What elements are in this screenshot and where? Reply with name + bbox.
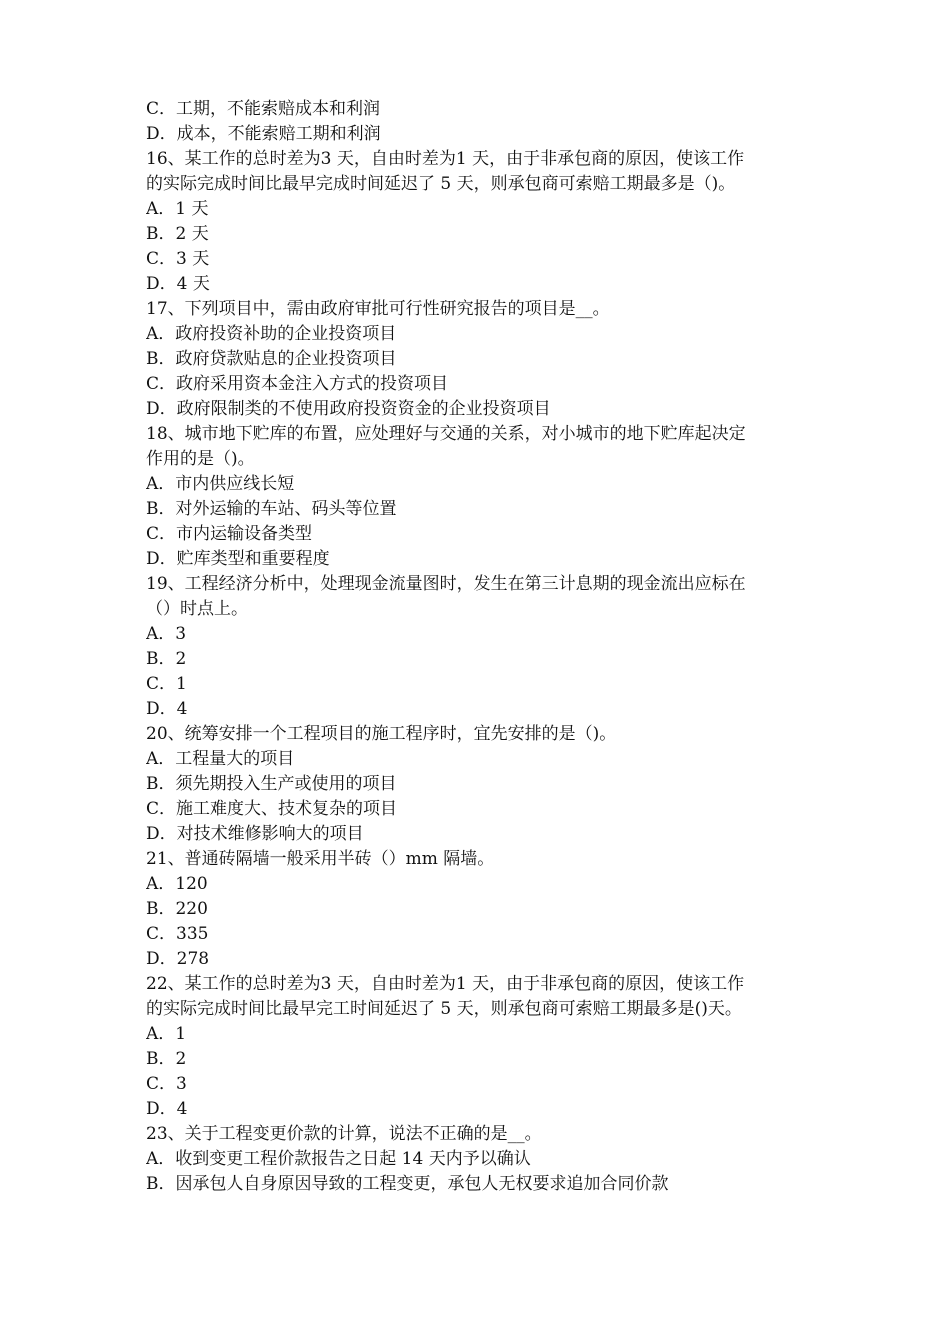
option-line: C．政府采用资本金注入方式的投资项目 — [146, 374, 449, 394]
option-line: D．贮库类型和重要程度 — [146, 549, 330, 569]
option-line: B．2 — [146, 649, 187, 669]
option-line: A．市内供应线长短 — [146, 474, 295, 494]
question-20-line-1: 20、统筹安排一个工程项目的施工程序时，宜先安排的是（)。 — [146, 724, 617, 744]
option-line: D．278 — [146, 949, 210, 969]
question-18-line-1: 18、城市地下贮库的布置，应处理好与交通的关系，对小城市的地下贮库起决定 — [146, 424, 746, 444]
option-line: B．须先期投入生产或使用的项目 — [146, 774, 397, 794]
question-17-line-1: 17、下列项目中，需由政府审批可行性研究报告的项目是__。 — [146, 299, 610, 319]
option-line: D．对技术维修影响大的项目 — [146, 824, 364, 844]
question-22-line-1: 22、某工作的总时差为3 天，自由时差为1 天，由于非承包商的原因，使该工作 — [146, 974, 745, 994]
option-line: D．4 — [146, 1099, 188, 1119]
option-line: B．政府贷款贴息的企业投资项目 — [146, 349, 397, 369]
question-16-line-2: 的实际完成时间比最早完成时间延迟了 5 天，则承包商可索赔工期最多是（)。 — [146, 174, 736, 194]
option-line: D．4 — [146, 699, 188, 719]
option-line: C．3 天 — [146, 249, 210, 269]
option-line: A．政府投资补助的企业投资项目 — [146, 324, 397, 344]
option-line: C．335 — [146, 924, 209, 944]
option-line: D．4 天 — [146, 274, 210, 294]
option-line: D．政府限制类的不使用政府投资资金的企业投资项目 — [146, 399, 551, 419]
option-line: B．2 天 — [146, 224, 209, 244]
question-18-line-2: 作用的是（)。 — [146, 449, 255, 469]
option-line: D．成本，不能索赔工期和利润 — [146, 124, 381, 144]
option-line: B．因承包人自身原因导致的工程变更，承包人无权要求追加合同价款 — [146, 1174, 669, 1194]
question-23-line-1: 23、关于工程变更价款的计算，说法不正确的是__。 — [146, 1124, 542, 1144]
option-line: A．3 — [146, 624, 187, 644]
question-16-line-1: 16、某工作的总时差为3 天，自由时差为1 天，由于非承包商的原因，使该工作 — [146, 149, 745, 169]
option-line: B．对外运输的车站、码头等位置 — [146, 499, 397, 519]
option-line: B．220 — [146, 899, 208, 919]
document-body — [146, 97, 810, 1197]
option-line: C．工期，不能索赔成本和利润 — [146, 99, 381, 119]
question-21-line-1: 21、普通砖隔墙一般采用半砖（）mm 隔墙。 — [146, 849, 495, 869]
option-line: A．工程量大的项目 — [146, 749, 295, 769]
question-19-line-2: （）时点上。 — [146, 599, 248, 619]
option-line: C．市内运输设备类型 — [146, 524, 313, 544]
question-22-line-2: 的实际完成时间比最早完工时间延迟了 5 天，则承包商可索赔工期最多是()天。 — [146, 999, 742, 1019]
option-line: A．收到变更工程价款报告之日起 14 天内予以确认 — [146, 1149, 531, 1169]
option-line: A．120 — [146, 874, 208, 894]
option-line: A．1 天 — [146, 199, 209, 219]
option-line: A．1 — [146, 1024, 187, 1044]
option-line: C．1 — [146, 674, 187, 694]
option-line: C．施工难度大、技术复杂的项目 — [146, 799, 398, 819]
option-line: C．3 — [146, 1074, 187, 1094]
question-19-line-1: 19、工程经济分析中，处理现金流量图时，发生在第三计息期的现金流出应标在 — [146, 574, 746, 594]
option-line: B．2 — [146, 1049, 187, 1069]
